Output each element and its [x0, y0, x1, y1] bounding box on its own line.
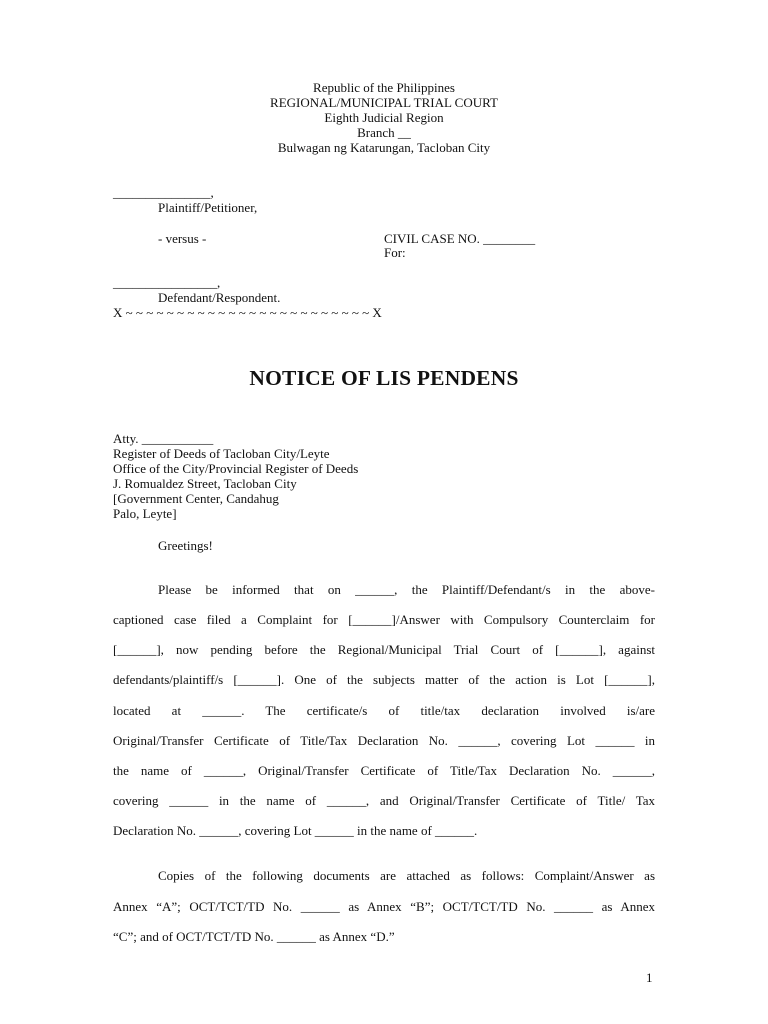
plaintiff-label: Plaintiff/Petitioner, — [158, 200, 258, 215]
addressee-office: Office of the City/Provincial Register of Deeds — [113, 461, 359, 476]
paragraph-1-line: Please be informed that on ______, the Plaintiff/Defendant/s in the above- — [158, 582, 655, 597]
header-location: Bulwagan ng Katarungan, Tacloban City — [277, 140, 491, 155]
caption-separator: X ~ ~ ~ ~ ~ ~ ~ ~ ~ ~ ~ ~ ~ ~ ~ ~ ~ ~ ~ ~ ~ ~ ~ ~ X — [113, 305, 382, 320]
header-court: REGIONAL/MUNICIPAL TRIAL COURT — [270, 95, 498, 110]
paragraph-1-line: Declaration No. ______, covering Lot ______ in the name of ______. — [113, 823, 478, 838]
paragraph-1-line: Original/Transfer Certificate of Title/Tax Declaration No. ______, covering Lot ______ in — [113, 733, 655, 748]
paragraph-1-line: the name of ______, Original/Transfer Certificate of Title/Tax Declaration No. ______, — [113, 763, 655, 778]
defendant-blank: ________________, — [113, 275, 221, 290]
paragraph-1-line: located at ______. The certificate/s of title/tax declaration involved is/are — [113, 703, 655, 718]
header-republic: Republic of the Philippines — [313, 80, 455, 95]
header-region: Eighth Judicial Region — [324, 110, 444, 125]
page-number: 1 — [646, 970, 653, 985]
paragraph-1-line: captioned case filed a Complaint for [______]/Answer with Compulsory Counterclaim for — [113, 612, 655, 627]
addressee-register: Register of Deeds of Tacloban City/Leyte — [113, 446, 330, 461]
paragraph-1-line: defendants/plaintiff/s [______]. One of the subjects matter of the action is Lot [______], — [113, 672, 655, 687]
paragraph-1-line: [______], now pending before the Regional/Municipal Trial Court of [______], against — [113, 642, 655, 657]
civil-case-number: CIVIL CASE NO. ________ — [384, 231, 536, 246]
addressee-government-center: [Government Center, Candahug — [113, 491, 279, 506]
paragraph-2-line: “C”; and of OCT/TCT/TD No. ______ as Annex “D.” — [113, 929, 395, 944]
header-branch: Branch __ — [357, 125, 411, 140]
paragraph-1-line: covering ______ in the name of ______, and Original/Transfer Certificate of Title/ Tax — [113, 793, 655, 808]
paragraph-2-line: Annex “A”; OCT/TCT/TD No. ______ as Annex “B”; OCT/TCT/TD No. ______ as Annex — [113, 899, 655, 914]
greeting: Greetings! — [158, 538, 213, 553]
defendant-label: Defendant/Respondent. — [158, 290, 281, 305]
plaintiff-blank: _______________, — [113, 185, 214, 200]
addressee-attorney: Atty. ___________ — [113, 431, 214, 446]
for-label: For: — [384, 245, 406, 260]
document-title: NOTICE OF LIS PENDENS — [249, 366, 519, 390]
addressee-city: Palo, Leyte] — [113, 506, 177, 521]
paragraph-2-line: Copies of the following documents are attached as follows: Complaint/Answer as — [158, 868, 655, 883]
versus-label: - versus - — [158, 231, 207, 246]
addressee-street: J. Romualdez Street, Tacloban City — [113, 476, 297, 491]
